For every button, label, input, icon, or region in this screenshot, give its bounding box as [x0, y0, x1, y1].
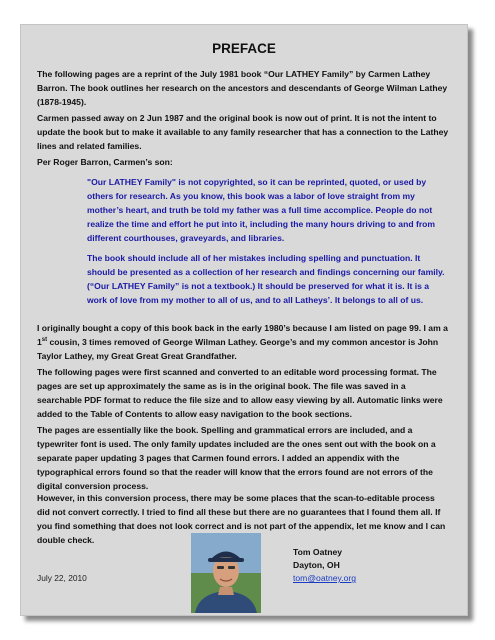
signature-location: Dayton, OH — [293, 560, 340, 570]
portrait-image — [191, 533, 261, 613]
quote-attribution: Per Roger Barron, Carmen’s son: — [37, 157, 173, 167]
email-link[interactable]: tom@oatney.org — [293, 573, 357, 583]
signature-date: July 22, 2010 — [37, 573, 87, 583]
signature-name: Tom Oatney — [293, 547, 343, 557]
intro-paragraph: The following pages are a reprint of the July 1981 book “Our LATHEY Family” by Carmen Lathey Barron. The book outlines her research on the ancestors and descendants of George Wilman Lathey (1878-1945). — [37, 69, 448, 107]
author-connection-text-end: cousin, 3 times removed of George Wilman Lathey. George’s and my common ancestor is John Taylor Lathey, my Great Great Great Grandfather. — [37, 337, 439, 361]
conversion-paragraph: The following pages were first scanned and converted to an editable word processing format. The pages are set up approximately the same as is in the original book. The file was saved in a searchable PDF format to reduce the file size and to allow easy viewing by all. Automatic links were added to the Table of Contents to allow easy navigation to the book sections. — [37, 367, 443, 419]
author-photo — [191, 533, 261, 613]
errors-paragraph: The pages are essentially like the book. Spelling and grammatical errors are included, and a typewriter font is used. The only family updates included are the ones sent out with the book on a separate paper updating 3 pages that Carmen found errors. I added an appendix with the typographical errors found so that the reader will know that the errors found are not errors of the digital conversion process. — [37, 425, 436, 491]
document-page — [20, 24, 468, 616]
page-title: PREFACE — [212, 41, 276, 56]
quote-paragraph-2: The book should include all of her mistakes including spelling and punctuation. It should be presented as a collection of her research and findings concerning our family. (“Our LATHEY Family” is not a textbook.) It should be preserved for what it is. It is a work of love from my mother to all of us, and to all Latheys’. It belongs to all of us. — [87, 253, 445, 305]
author-connection-paragraph — [37, 321, 449, 363]
background-paragraph: Carmen passed away on 2 Jun 1987 and the original book is now out of print. It is not the intent to update the book but to make it available to any family researcher that has a connection to the Lathey lines and related families. — [37, 113, 449, 151]
author-connection-text-start: I originally bought a copy of this book back in the early 1980’s because I am listed on page 99. I am a 1 — [37, 323, 448, 347]
quote-paragraph-1: "Our LATHEY Family" is not copyrighted, so it can be reprinted, quoted, or used by others for research. As you know, this book was a labor of love straight from my mother’s heart, and truth be told my father was a full time accomplice. People do not realize the time and effort he put into it, including the many hours driving to and from different courthouses, graveyards, and libraries. — [87, 177, 436, 243]
disclaimer-paragraph: However, in this conversion process, there may be some places that the scan-to-editable process did not convert correctly. I tried to find all these but there are no guarantees that I found them all. If you find something that does not look correct and is not part of the appendix, let me know and I can double check. — [37, 493, 446, 545]
ordinal-suffix: st — [41, 337, 48, 344]
